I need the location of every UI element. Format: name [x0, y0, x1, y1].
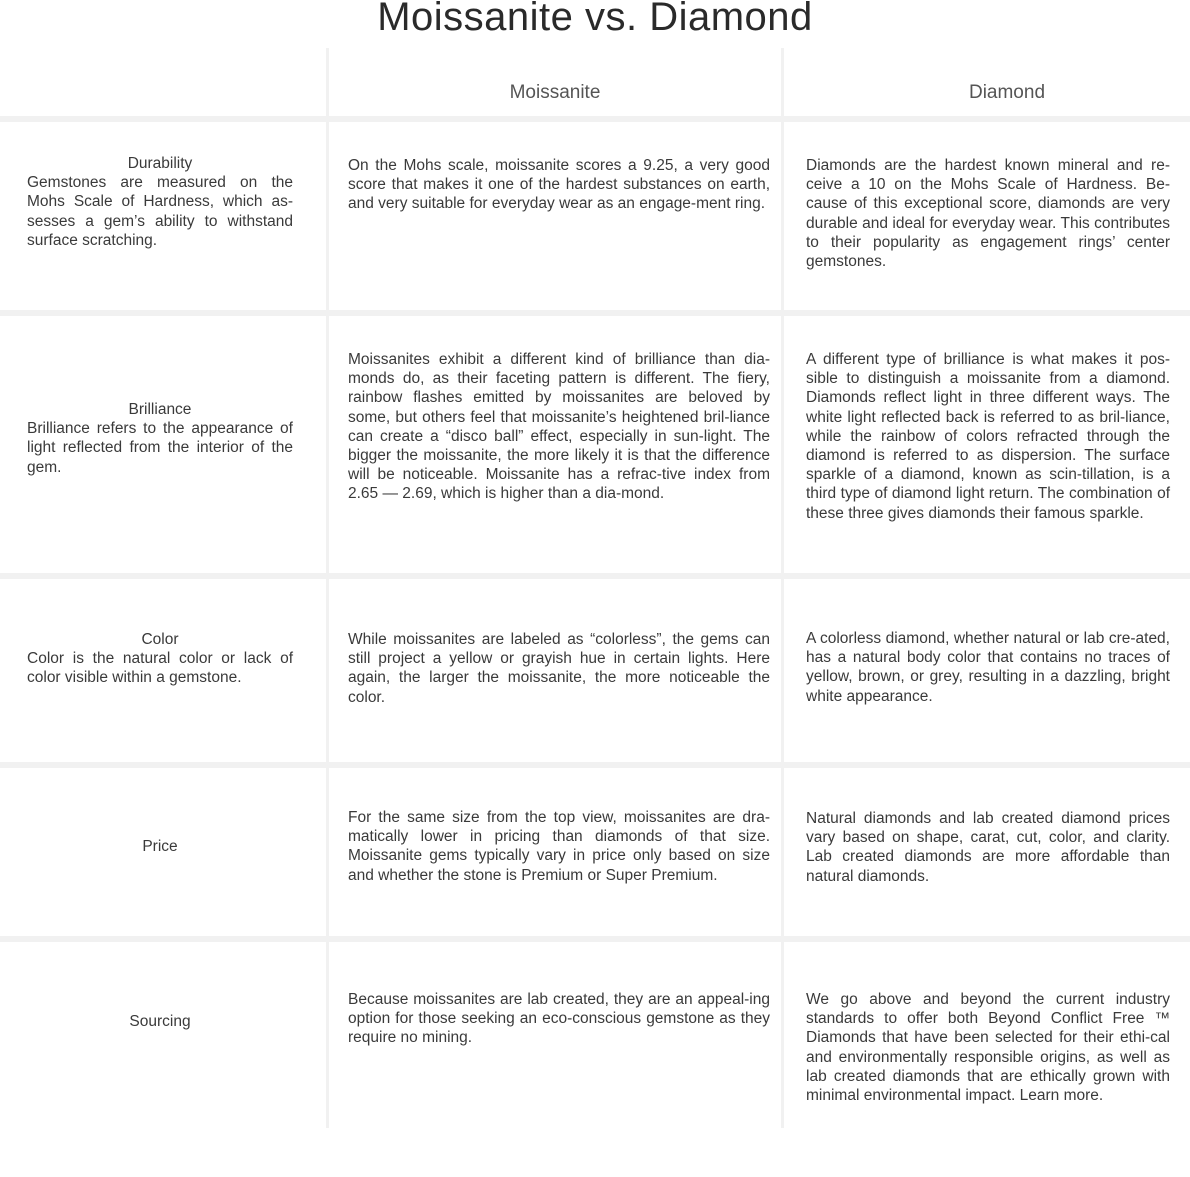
feature-cell — [27, 154, 293, 252]
feature-name: Color — [141, 631, 179, 648]
moissanite-text: Because moissanites are lab created, they are an appeal-ing option for those seeking an eco-conscious gemstone as they require no mining. — [348, 991, 770, 1047]
feature-description: Color is the natural color or lack of color visible within a gemstone. — [27, 650, 293, 687]
feature-name: Durability — [127, 155, 193, 172]
comparison-row-color — [0, 579, 1190, 762]
moissanite-text: On the Mohs scale, moissanite scores a 9.25, a very good score that makes it one of the hardest substances on earth, and very suitable for everyday wear as an engage-ment ring. — [348, 157, 770, 213]
feature-cell — [27, 837, 293, 856]
moissanite-cell — [348, 350, 770, 504]
diamond-text: Diamonds are the hardest known mineral and re-ceive a 10 on the Mohs Scale of Hardness. Be-cause of this exceptional score, diamonds are very durable and ideal for everyday wear. This contributes to their popularity as engagement rings’ center gemstones. — [806, 157, 1170, 271]
diamond-cell — [806, 156, 1170, 271]
diamond-cell — [806, 809, 1170, 886]
moissanite-cell — [348, 156, 770, 214]
moissanite-cell — [348, 990, 770, 1048]
diamond-text: Natural diamonds and lab created diamond prices vary based on shape, carat, cut, color, and clarity. Lab created diamonds are more affordable than natural diamonds. — [806, 810, 1170, 885]
comparison-row-price — [0, 768, 1190, 936]
page-title: Moissanite vs. Diamond — [377, 0, 813, 39]
feature-name: Sourcing — [129, 1013, 191, 1030]
comparison-row-brilliance — [0, 316, 1190, 573]
feature-cell — [27, 1012, 293, 1031]
diamond-text: A colorless diamond, whether natural or lab cre-ated, has a natural body color that contains no traces of yellow, brown, or grey, resulting in a dazzling, bright white appearance. — [806, 630, 1170, 705]
feature-description: Gemstones are measured on the Mohs Scale of Hardness, which as-sesses a gem’s ability to withstand surface scratching. — [27, 174, 293, 249]
diamond-cell — [806, 350, 1170, 523]
diamond-cell — [806, 990, 1170, 1105]
diamond-cell — [806, 629, 1170, 706]
moissanite-text: While moissanites are labeled as “colorless”, the gems can still project a yellow or grayish hue in certain lights. Here again, the larger the moissanite, the more noticeable the color. — [348, 631, 770, 706]
diamond-text: We go above and beyond the current industry standards to offer both Beyond Conflict Free ™ Diamonds that have been selected for their ethi-cal and environmentally responsible origins, as well as lab created diamonds that are ethically grown with minimal environmental impact. Learn more. — [806, 991, 1170, 1105]
moissanite-text: Moissanites exhibit a different kind of brilliance than dia-monds do, as their faceting pattern is different. The fiery, rainbow flashes emitted by moissanites are beloved by some, but others feel that moissanite’s heightened bril-liance can create a “disco ball” effect, especially in sun-light. The bigger the moissanite, the more likely it is that the difference will be noticeable. Moissanite has a refrac-tive index from 2.65 — 2.69, which is higher than a dia-mond. — [348, 351, 770, 503]
moissanite-cell — [348, 630, 770, 707]
diamond-text: A different type of brilliance is what makes it pos-sible to distinguish a moissanite from a diamond. Diamonds reflect light in three different ways. The white light reflected back is referred to as bril-liance, while the rainbow of colors refracted through the diamond is referred to as dispersion. The surface sparkle of a diamond, known as scin-tillation, is a third type of diamond light return. The combination of these three gives diamonds their famous sparkle. — [806, 351, 1170, 522]
column-header-diamond: Diamond — [968, 82, 1046, 103]
feature-cell — [27, 400, 293, 477]
feature-cell — [27, 630, 293, 688]
feature-description: Brilliance refers to the appearance of light reflected from the interior of the gem. — [27, 420, 293, 476]
feature-name: Brilliance — [128, 401, 192, 418]
comparison-row-sourcing — [0, 942, 1190, 1128]
feature-name: Price — [142, 838, 178, 855]
comparison-row-durability — [0, 122, 1190, 310]
column-header-moissanite: Moissanite — [509, 82, 601, 103]
moissanite-cell — [348, 808, 770, 885]
moissanite-text: For the same size from the top view, moissanites are dra-matically lower in pricing than diamonds of that size. Moissanite gems typically vary in price only based on size and whether the stone is Premium or Super Premium. — [348, 809, 770, 884]
